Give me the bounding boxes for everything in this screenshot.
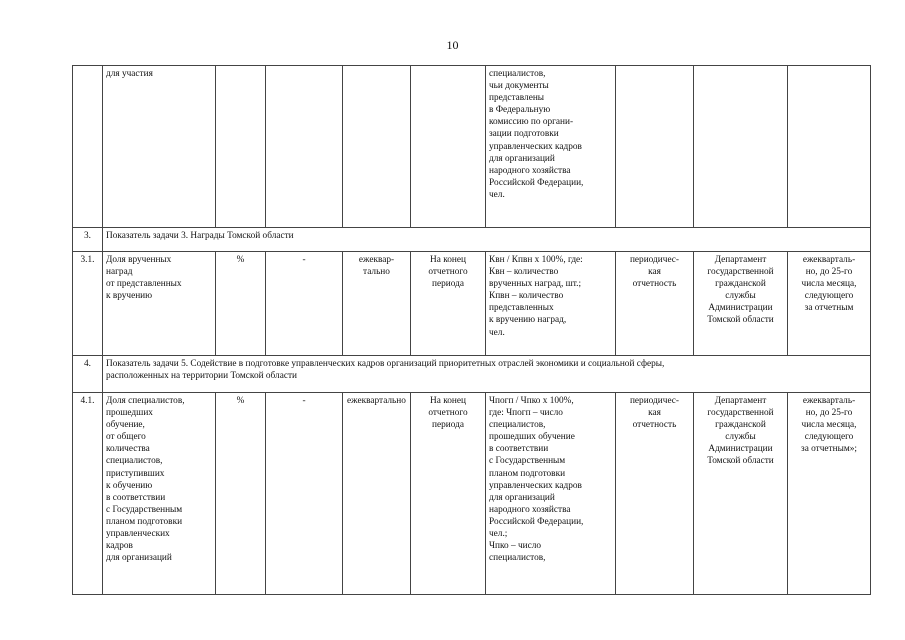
text-line: отчетность: [632, 420, 677, 431]
text-line: Кпвн – количество: [489, 291, 564, 302]
text-line: специалистов,: [106, 456, 163, 467]
text-line: представлены: [489, 93, 545, 104]
text-line: периодичес-: [629, 396, 680, 406]
text-line: с Государственным: [106, 504, 183, 515]
text-line: наград: [106, 267, 133, 278]
cell-responsible: [694, 393, 788, 595]
text-line: для организаций: [106, 553, 172, 564]
text-line: Доля специалистов,: [106, 396, 185, 406]
table-row: [73, 252, 871, 356]
text-line: управленческих кадров: [489, 480, 582, 491]
cell-num: 3.1.: [73, 252, 103, 356]
section-number: 4.: [73, 356, 103, 393]
text-line: от представленных: [106, 279, 182, 290]
section-row: [73, 356, 871, 393]
page-number: 10: [446, 38, 459, 52]
text-line: Департамент: [714, 255, 767, 265]
text-line: зации подготовки: [489, 129, 559, 140]
text-line: службы: [725, 432, 756, 443]
cell-base-value: -: [266, 252, 343, 356]
text-line: за отчетным»;: [801, 444, 857, 455]
cell-date: [411, 252, 486, 356]
cell-deadline: [788, 66, 871, 228]
cell-method: [616, 66, 694, 228]
text-line: Показатель задачи 5. Содействие в подготовке управленческих кадров организаций приоритетных отраслей экономики и социальной сферы,: [106, 359, 665, 369]
text-line: народного хозяйства: [489, 504, 571, 515]
text-line: Администрации: [708, 444, 773, 455]
section-title: [103, 356, 871, 393]
text-line: в Федеральную: [489, 105, 551, 116]
text-line: врученных наград, шт.;: [489, 279, 582, 290]
cell-responsible: [694, 66, 788, 228]
text-line: для организаций: [489, 153, 555, 164]
text-line: приступивших: [106, 468, 165, 479]
text-line: специалистов,: [489, 553, 546, 564]
text-line: гражданской: [715, 279, 766, 290]
text-line: Российской Федерации,: [489, 516, 584, 527]
text-line: прошедших: [106, 408, 153, 419]
text-line: от общего: [106, 432, 146, 443]
text-line: кадров: [106, 541, 133, 552]
text-line: народного хозяйства: [489, 165, 571, 176]
text-line: планом подготовки: [106, 516, 183, 527]
text-line: периодичес-: [629, 255, 680, 265]
text-line: комиссию по органи-: [489, 117, 574, 128]
cell-responsible: [694, 252, 788, 356]
text-line: к вручению наград,: [489, 315, 567, 326]
text-line: гражданской: [715, 420, 766, 431]
text-line: государственной: [707, 267, 774, 278]
text-line: тально: [363, 267, 390, 278]
text-line: Томской области: [707, 315, 774, 326]
text-line: прошедших обучение: [489, 432, 575, 443]
text-line: для организаций: [489, 492, 555, 503]
text-line: количества: [106, 444, 150, 455]
cell-date: [411, 66, 486, 228]
text-line: периода: [432, 279, 464, 290]
cell-unit: %: [216, 252, 266, 356]
cell-periodicity: [343, 66, 411, 228]
text-line: государственной: [707, 408, 774, 419]
text-line: специалистов,: [489, 69, 546, 79]
text-line: Чпко – число: [489, 541, 542, 552]
cell-base-value: -: [266, 393, 343, 595]
cell-base-value: [266, 66, 343, 228]
text-line: ежекварталь-: [802, 255, 856, 265]
cell-periodicity: [343, 252, 411, 356]
text-line: представленных: [489, 303, 554, 314]
text-line: чел.: [489, 189, 505, 200]
text-line: кая: [648, 267, 661, 278]
table-row: [73, 393, 871, 595]
cell-unit: [216, 66, 266, 228]
text-line: отчетного: [428, 408, 468, 419]
text-line: числа месяца,: [801, 420, 857, 431]
text-line: Администрации: [708, 303, 773, 314]
cell-num: [73, 66, 103, 228]
cell-indicator-name: [103, 66, 216, 228]
text-line: Квн / Кпвн x 100%, где:: [489, 255, 583, 265]
text-line: чел.;: [489, 529, 508, 540]
text-line: обучение,: [106, 420, 145, 431]
text-line: где: Чпогп – число: [489, 408, 563, 419]
cell-num: 4.1.: [73, 393, 103, 595]
indicators-table: [72, 65, 871, 595]
text-line: планом подготовки: [489, 468, 566, 479]
section-number: 3.: [73, 228, 103, 252]
text-line: числа месяца,: [801, 279, 857, 290]
text-line: чьи документы: [489, 81, 549, 92]
text-line: расположенных на территории Томской области: [106, 371, 297, 382]
text-line: управленческих кадров: [489, 141, 582, 152]
text-line: в соответствии: [489, 444, 549, 455]
text-line: службы: [725, 291, 756, 302]
text-line: но, до 25-го: [805, 267, 853, 278]
text-line: Чпогп / Чпко x 100%,: [489, 396, 574, 406]
text-line: к обучению: [106, 480, 153, 491]
text-line: ежеквар-: [358, 255, 395, 265]
text-line: следующего: [804, 432, 854, 443]
text-line: Томской области: [707, 456, 774, 467]
cell-formula: [486, 66, 616, 228]
text-line: следующего: [804, 291, 854, 302]
cell-deadline: [788, 393, 871, 595]
text-line: Доля врученных: [106, 255, 172, 265]
cell-periodicity: ежеквартально: [343, 393, 411, 595]
cell-indicator-name: [103, 393, 216, 595]
text-line: ежекварталь-: [802, 396, 856, 406]
text-line: Российской Федерации,: [489, 177, 584, 188]
section-row: [73, 228, 871, 252]
text-line: отчетность: [632, 279, 677, 290]
cell-unit: %: [216, 393, 266, 595]
text-line: периода: [432, 420, 464, 431]
text-line: специалистов,: [489, 420, 546, 431]
text-line: Квн – количество: [489, 267, 559, 278]
text-line: для участия: [106, 69, 153, 79]
text-line: отчетного: [428, 267, 468, 278]
cell-formula: [486, 252, 616, 356]
text-line: за отчетным: [804, 303, 854, 314]
section-title: Показатель задачи 3. Награды Томской области: [103, 228, 871, 252]
cell-method: [616, 393, 694, 595]
text-line: но, до 25-го: [805, 408, 853, 419]
text-line: На конец: [430, 396, 466, 406]
text-line: к вручению: [106, 291, 153, 302]
text-line: с Государственным: [489, 456, 566, 467]
text-line: Департамент: [714, 396, 767, 406]
cell-formula: [486, 393, 616, 595]
text-line: кая: [648, 408, 661, 419]
cell-method: [616, 252, 694, 356]
text-line: чел.: [489, 327, 505, 338]
text-line: в соответствии: [106, 492, 166, 503]
table-row: [73, 66, 871, 228]
cell-date: [411, 393, 486, 595]
cell-deadline: [788, 252, 871, 356]
text-line: На конец: [430, 255, 466, 265]
text-line: управленческих: [106, 529, 170, 540]
cell-indicator-name: [103, 252, 216, 356]
